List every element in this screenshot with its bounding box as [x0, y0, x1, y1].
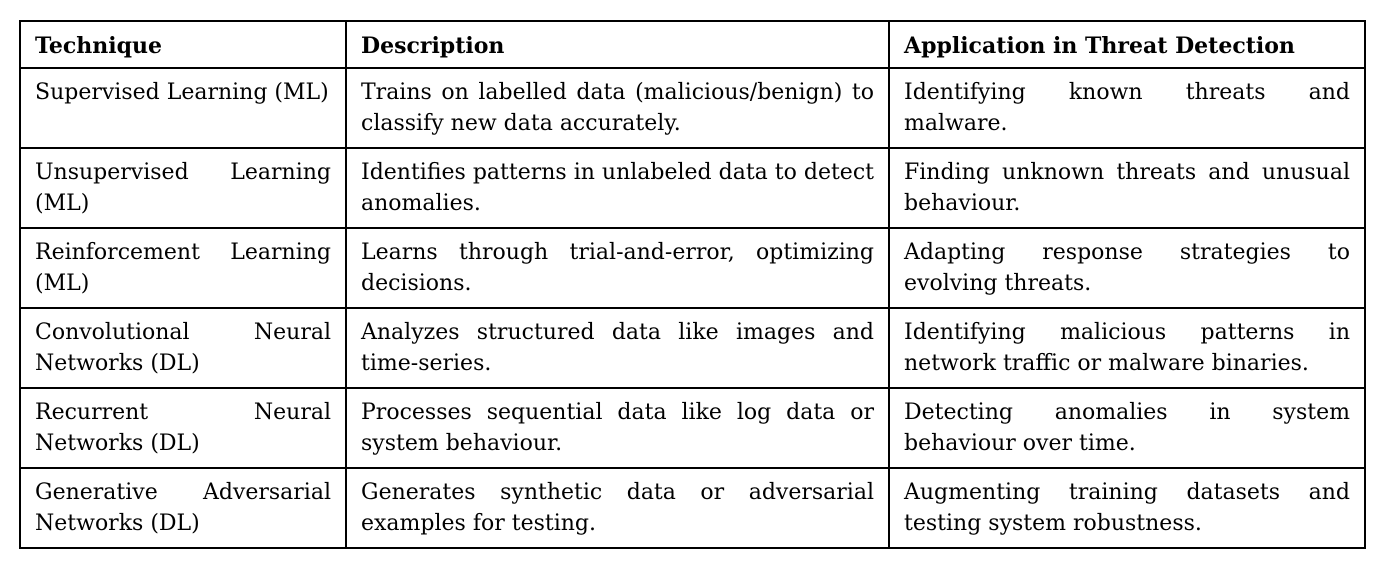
cell-description: Analyzes structured data like images and time-series. [346, 308, 889, 388]
cell-application: Identifying known threats and malware. [889, 68, 1365, 148]
cell-description: Identifies patterns in unlabeled data to detect anomalies. [346, 148, 889, 228]
table-row [20, 388, 1365, 468]
header-application: Application in Threat Detection [889, 21, 1365, 68]
table-header-row [20, 21, 1365, 68]
header-description: Description [346, 21, 889, 68]
cell-technique: Generative Adversarial Networks (DL) [20, 468, 346, 548]
cell-application: Finding unknown threats and unusual behaviour. [889, 148, 1365, 228]
cell-technique: Recurrent Neural Networks (DL) [20, 388, 346, 468]
cell-description: Generates synthetic data or adversarial examples for testing. [346, 468, 889, 548]
table-row [20, 68, 1365, 148]
cell-technique: Unsupervised Learning (ML) [20, 148, 346, 228]
table-row [20, 308, 1365, 388]
table-row [20, 148, 1365, 228]
cell-technique: Convolutional Neural Networks (DL) [20, 308, 346, 388]
cell-technique: Reinforcement Learning (ML) [20, 228, 346, 308]
table-row [20, 228, 1365, 308]
header-technique: Technique [20, 21, 346, 68]
cell-technique: Supervised Learning (ML) [20, 68, 346, 148]
cell-application: Adapting response strategies to evolving threats. [889, 228, 1365, 308]
cell-application: Augmenting training datasets and testing system robustness. [889, 468, 1365, 548]
cell-application: Detecting anomalies in system behaviour over time. [889, 388, 1365, 468]
cell-description: Learns through trial-and-error, optimizing decisions. [346, 228, 889, 308]
cell-application: Identifying malicious patterns in network traffic or malware binaries. [889, 308, 1365, 388]
cell-description: Trains on labelled data (malicious/benign) to classify new data accurately. [346, 68, 889, 148]
techniques-table-container [19, 20, 1364, 549]
table-row [20, 468, 1365, 548]
cell-description: Processes sequential data like log data or system behaviour. [346, 388, 889, 468]
techniques-table [19, 20, 1366, 549]
